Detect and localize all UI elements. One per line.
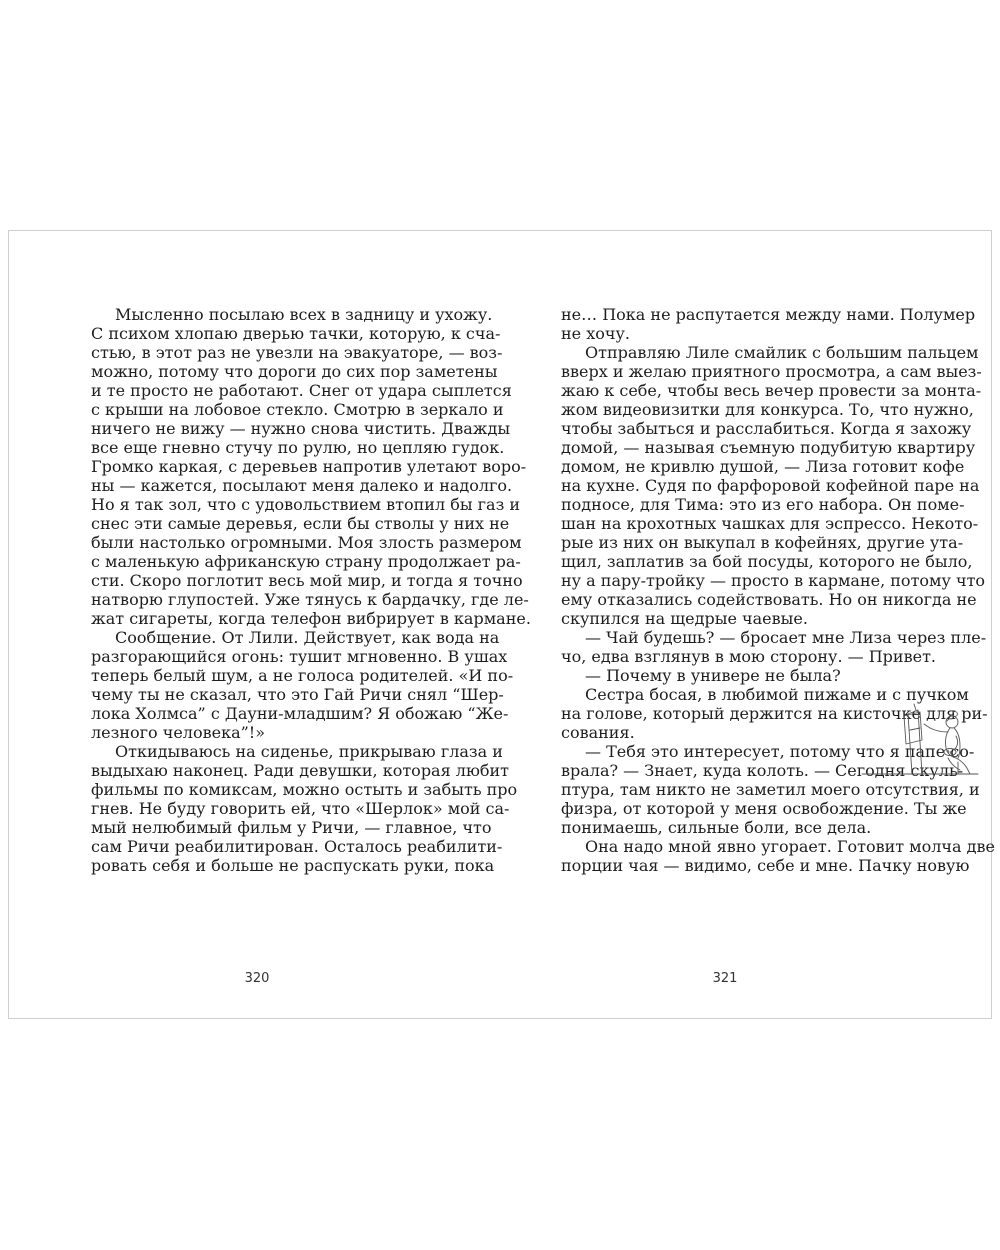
text-line: ничего не вижу — нужно снова чистить. Дважды bbox=[91, 419, 511, 438]
text-line: чо, едва взглянув в мою сторону. — Привет. bbox=[561, 647, 936, 666]
text-line: ровать себя и больше не распускать руки, пока bbox=[91, 856, 495, 875]
text-line: гнев. Не буду говорить ей, что «Шерлок» мой са- bbox=[91, 799, 510, 818]
text-line: Громко каркая, с деревьев напротив улетают воро- bbox=[91, 457, 527, 476]
text-line: чему ты не сказал, что это Гай Ричи снял “Шер- bbox=[91, 685, 504, 704]
text-line: врала? — Знает, куда колоть. — Сегодня скуль- bbox=[561, 761, 964, 780]
left-page bbox=[91, 305, 531, 875]
text-line: и те просто не работают. Снег от удара сыплется bbox=[91, 381, 512, 400]
text-line: Но я так зол, что с удовольствием втопил бы газ и bbox=[91, 495, 521, 514]
text-line: натворю глупостей. Уже тянусь к бардачку, где ле- bbox=[91, 590, 529, 609]
text-line: чтобы забыться и расслабиться. Когда я захожу bbox=[561, 419, 972, 438]
text-line: снес эти самые деревья, если бы стволы у них не bbox=[91, 514, 510, 533]
text-line: Сестра босая, в любимой пижаме и с пучком bbox=[585, 685, 969, 704]
text-line: ну а пару-тройку — просто в кармане, потому что bbox=[561, 571, 986, 590]
text-line: с маленькую африканскую страну продолжает ра- bbox=[91, 552, 521, 571]
text-line: Отправляю Лиле смайлик с большим пальцем bbox=[585, 343, 979, 362]
text-line: не… Пока не распутается между нами. Полумер bbox=[561, 305, 976, 324]
text-line: — Почему в универе не была? bbox=[585, 666, 841, 685]
page-number-right: 321 bbox=[712, 971, 738, 986]
right-page bbox=[561, 305, 995, 875]
text-line: стью, в этот раз не увезли на эвакуаторе, — воз- bbox=[91, 343, 503, 362]
page-number-left: 320 bbox=[244, 971, 270, 986]
text-line: птура, там никто не заметил моего отсутствия, и bbox=[561, 780, 980, 799]
text-line: физра, от которой у меня освобождение. Ты же bbox=[561, 799, 967, 818]
text-line: щил, заплатив за бой посуды, которого не было, bbox=[561, 552, 973, 571]
text-line: Откидываюсь на сиденье, прикрываю глаза и bbox=[115, 742, 503, 761]
text-line: домой, — называя съемную подубитую квартиру bbox=[561, 438, 976, 457]
text-line: сования. bbox=[561, 723, 635, 742]
text-line: выдыхаю наконец. Ради девушки, которая любит bbox=[91, 761, 510, 780]
text-line: на кухне. Судя по фарфоровой кофейной паре на bbox=[561, 476, 980, 495]
text-line: разгорающийся огонь: тушит мгновенно. В ушах bbox=[91, 647, 508, 666]
book-spread bbox=[8, 230, 995, 1019]
text-line: можно, потому что дороги до сих пор заметены bbox=[91, 362, 498, 381]
text-line: все еще гневно стучу по рулю, но цепляю гудок. bbox=[91, 438, 505, 457]
text-line: ны — кажется, посылают меня далеко и надолго. bbox=[91, 476, 513, 495]
text-line: жом видеовизитки для конкурса. То, что нужно, bbox=[561, 400, 974, 419]
text-line: не хочу. bbox=[561, 324, 630, 343]
text-line: домом, не кривлю душой, — Лиза готовит кофе bbox=[561, 457, 965, 476]
text-line: — Чай будешь? — бросает мне Лиза через пле- bbox=[585, 628, 987, 647]
text-line: шан на крохотных чашках для эспрессо. Некото- bbox=[561, 514, 979, 533]
text-line: мый нелюбимый фильм у Ричи, — главное, что bbox=[91, 818, 492, 837]
text-line: сам Ричи реабилитирован. Осталось реабилити- bbox=[91, 837, 503, 856]
text-line: рые из них он выкупал в кофейнях, другие ута- bbox=[561, 533, 964, 552]
text-line: Сообщение. От Лили. Действует, как вода на bbox=[115, 628, 500, 647]
text-line: вверх и желаю приятного просмотра, а сам выез- bbox=[561, 362, 982, 381]
text-line: лока Холмса” с Дауни-младшим? Я обожаю “Же- bbox=[91, 704, 509, 723]
text-line: ему отказались содействовать. Но он никогда не bbox=[561, 590, 977, 609]
text-line: лезного человека”!» bbox=[91, 723, 266, 742]
text-line: с крыши на лобовое стекло. Смотрю в зеркало и bbox=[91, 400, 504, 419]
text-line: порции чая — видимо, себе и мне. Пачку новую bbox=[561, 856, 970, 875]
text-line: — Тебя это интересует, потому что я папе со- bbox=[585, 742, 975, 761]
text-line: жат сигареты, когда телефон вибрирует в кармане. bbox=[91, 609, 531, 628]
text-line: фильмы по комиксам, можно остыть и забыть про bbox=[91, 780, 518, 799]
text-line: были настолько огромными. Моя злость размером bbox=[91, 533, 522, 552]
text-line: сти. Скоро поглотит весь мой мир, и тогда я точно bbox=[91, 571, 523, 590]
artist-at-easel-icon bbox=[860, 700, 980, 782]
text-line: теперь белый шум, а не голоса родителей. «И по- bbox=[91, 666, 514, 685]
text-line: Мысленно посылаю всех в задницу и ухожу. bbox=[115, 305, 493, 324]
text-line: понимаешь, сильные боли, все дела. bbox=[561, 818, 872, 837]
text-line: скупился на щедрые чаевые. bbox=[561, 609, 808, 628]
text-line: Она надо мной явно угорает. Готовит молча две bbox=[585, 837, 995, 856]
text-line: С психом хлопаю дверью тачки, которую, к сча- bbox=[91, 324, 501, 343]
text-line: на голове, который держится на кисточке для ри- bbox=[561, 704, 988, 723]
text-line: жаю к себе, чтобы весь вечер провести за монта- bbox=[561, 381, 982, 400]
text-line: подносе, для Тима: это из его набора. Он поме- bbox=[561, 495, 965, 514]
